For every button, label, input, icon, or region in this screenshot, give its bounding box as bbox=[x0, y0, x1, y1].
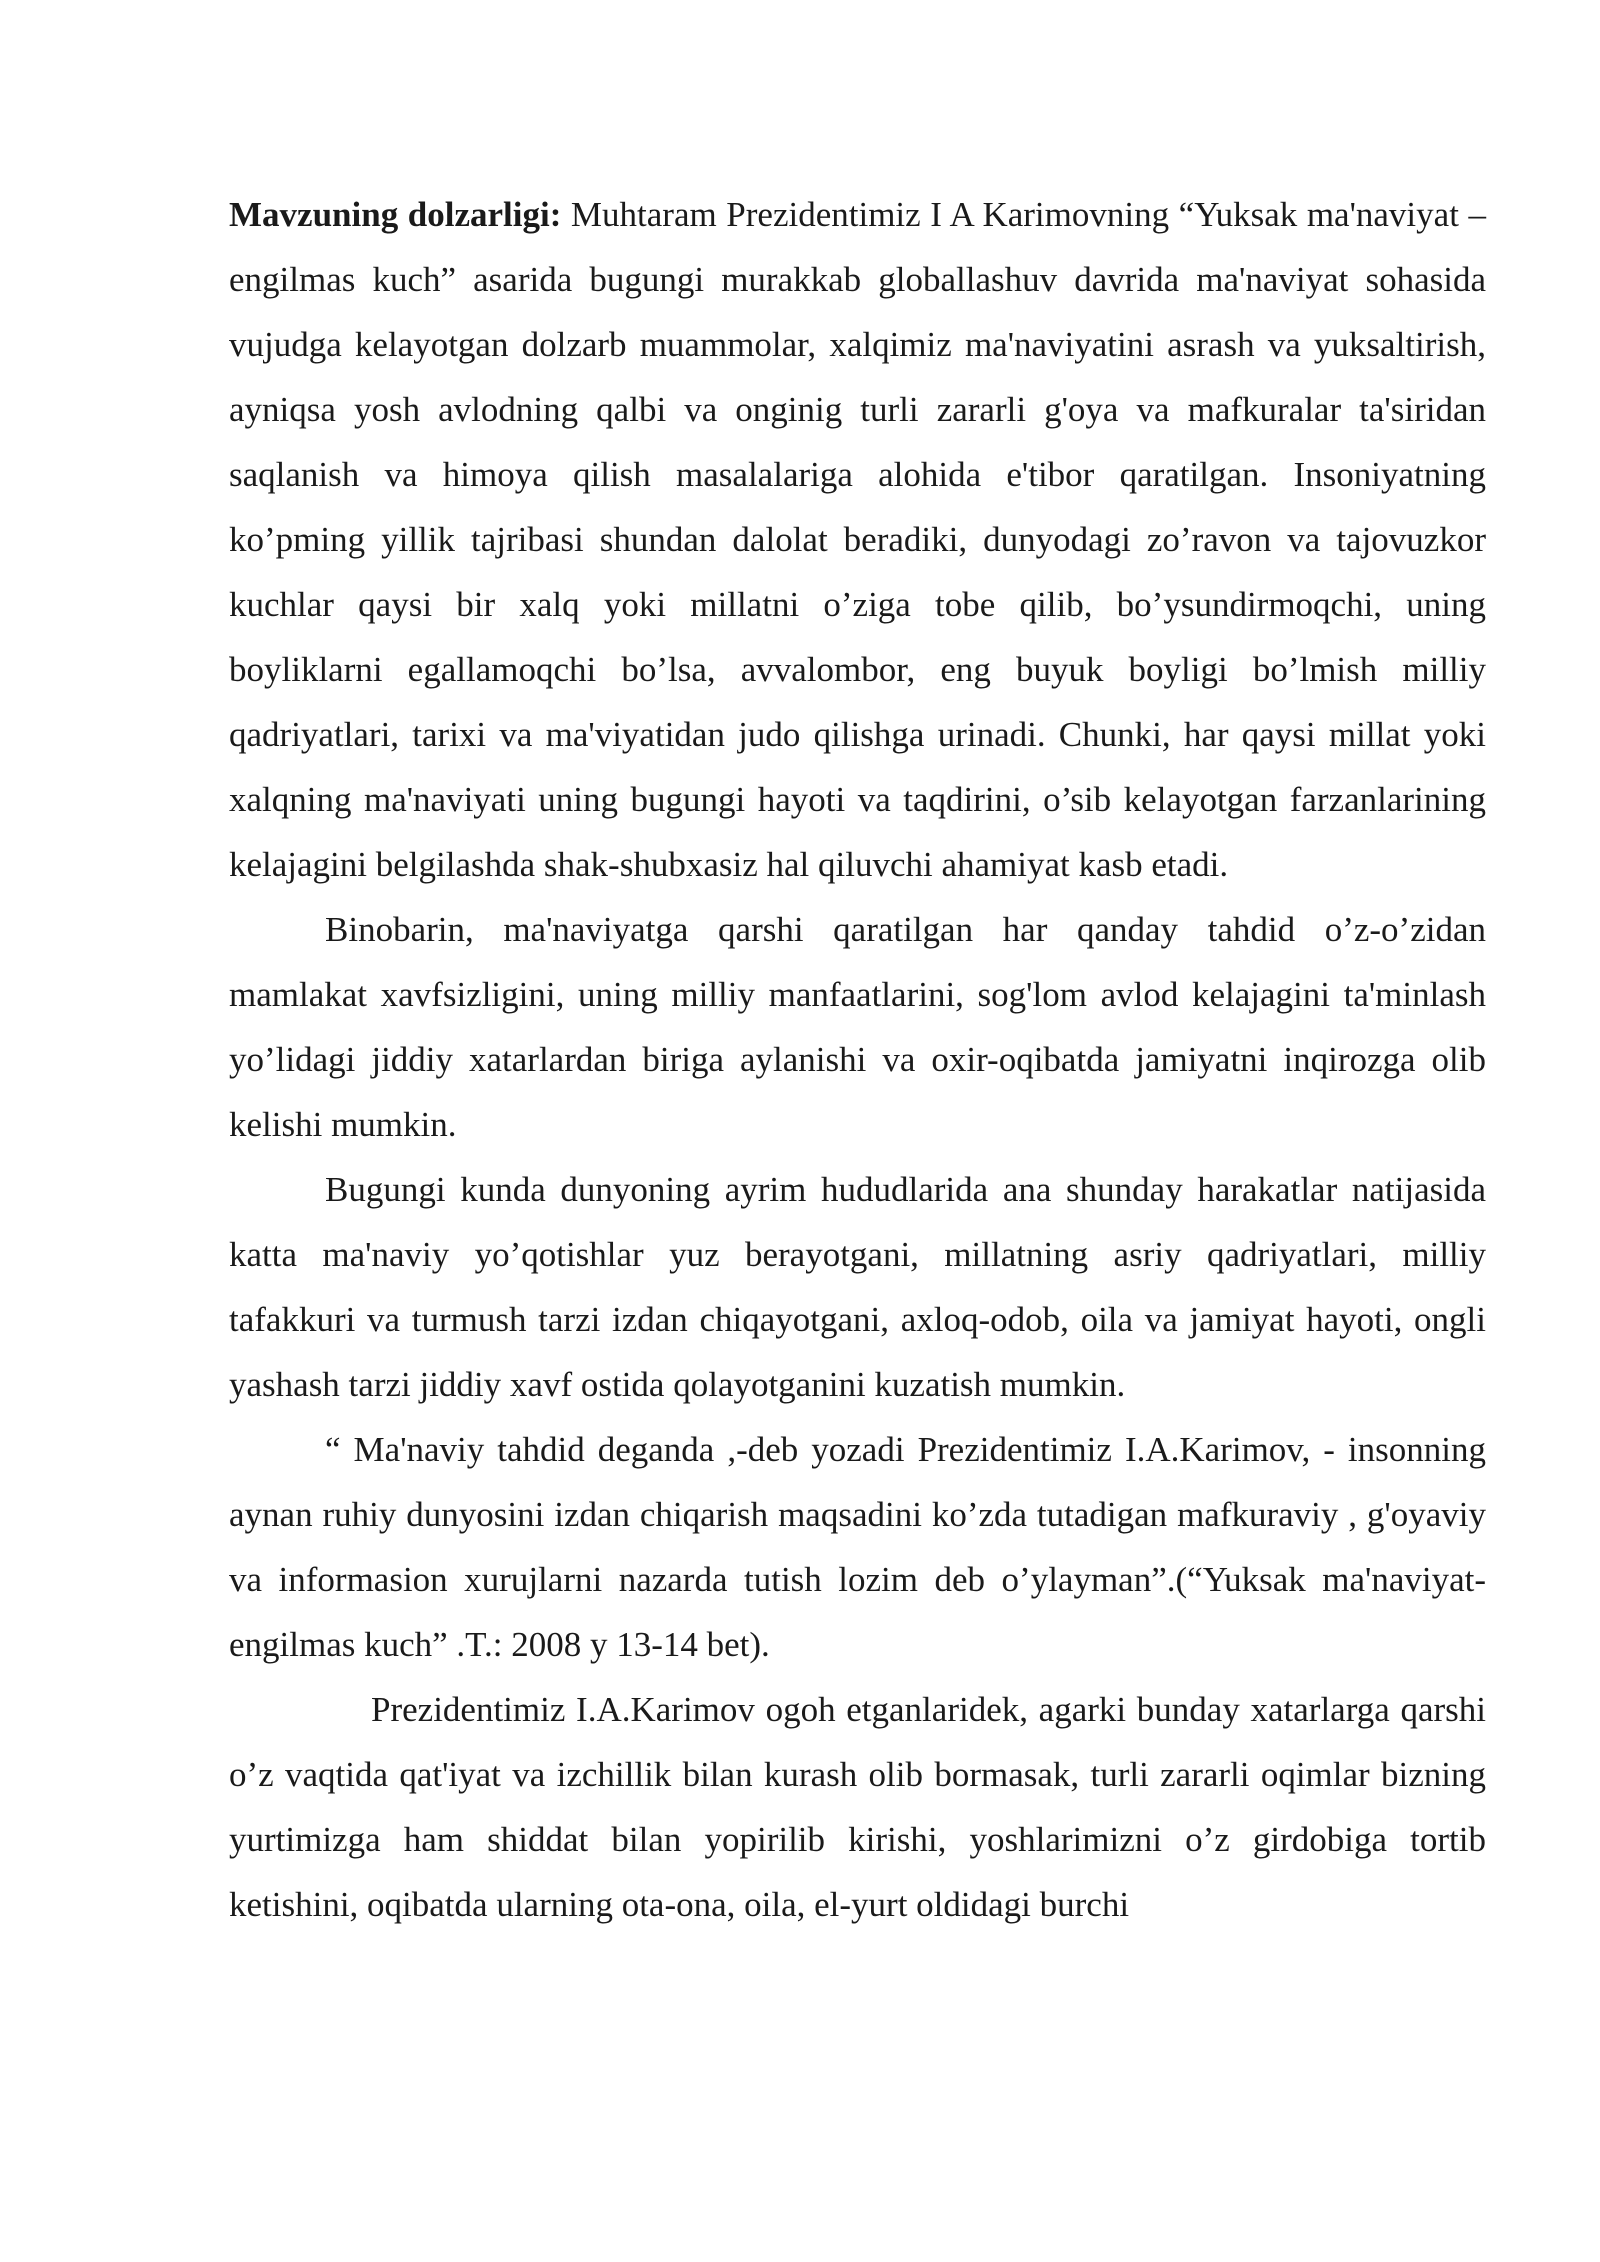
paragraph-intro-text: Muhtaram Prezidentimiz I A Karimovning “Yuksak ma'naviyat – engilmas kuch” asarida bugungi murakkab globallashuv davrida ma'naviyat sohasida vujudga kelayotgan dolzarb muammolar, xalqimiz ma'naviyatini asrash va yuksaltirish, ayniqsa yosh avlodning qalbi va onginig turli zararli g'oya va mafkuralar ta'siridan saqlanish va himoya qilish masalalariga alohida e'tibor qaratilgan. Insoniyatning ko’pming yillik tajribasi shundan dalolat beradiki, dunyodagi zo’ravon va tajovuzkor kuchlar qaysi bir xalq yoki millatni o’ziga tobe qilib, bo’ysundirmoqchi, uning boyliklarni egallamoqchi bo’lsa, avvalombor, eng buyuk boyligi bo’lmish milliy qadriyatlari, tarixi va ma'viyatidan judo qilishga urinadi. Chunki, har qaysi millat yoki xalqning ma'naviyati uning bugungi hayoti va taqdirini, o’sib kelayotgan farzanlarining kelajagini belgilashda shak-shubxasiz hal qiluvchi ahamiyat kasb etadi. bbox=[229, 195, 1486, 884]
paragraph-prezidentimiz: Prezidentimiz I.A.Karimov ogoh etganlaridek, agarki bunday xatarlarga qarshi o’z vaqtida qat'iyat va izchillik bilan kurash olib bormasak, turli zararli oqimlar bizning yurtimizga ham shiddat bilan yopirilib kirishi, yoshlarimizni o’z girdobiga tortib ketishini, oqibatda ularning ota-ona, oila, el-yurt oldidagi burchi bbox=[229, 1690, 1486, 1924]
paragraph-intro bbox=[229, 182, 1486, 897]
section-heading: Mavzuning dolzarligi: bbox=[229, 195, 562, 234]
document-body bbox=[229, 182, 1486, 1937]
paragraph-binobarin: Binobarin, ma'naviyatga qarshi qaratilgan har qanday tahdid o’z-o’zidan mamlakat xavfsizligini, uning milliy manfaatlarini, sog'lom avlod kelajagini ta'minlash yo’lidagi jiddiy xatarlardan biriga aylanishi va oxir-oqibatda jamiyatni inqirozga olib kelishi mumkin. bbox=[229, 910, 1486, 1144]
paragraph-quote: “ Ma'naviy tahdid deganda ,-deb yozadi Prezidentimiz I.A.Karimov, - insonning aynan ruhiy dunyosini izdan chiqarish maqsadini ko’zda tutadigan mafkuraviy , g'oyaviy va informasion xurujlarni nazarda tutish lozim deb o’ylayman”.(“Yuksak ma'naviyat-engilmas kuch” .T.: 2008 y 13-14 bet). bbox=[229, 1430, 1486, 1664]
paragraph-bugungi: Bugungi kunda dunyoning ayrim hududlarida ana shunday harakatlar natijasida katta ma'naviy yo’qotishlar yuz berayotgani, millatning asriy qadriyatlari, milliy tafakkuri va turmush tarzi izdan chiqayotgani, axloq-odob, oila va jamiyat hayoti, ongli yashash tarzi jiddiy xavf ostida qolayotganini kuzatish mumkin. bbox=[229, 1170, 1486, 1404]
